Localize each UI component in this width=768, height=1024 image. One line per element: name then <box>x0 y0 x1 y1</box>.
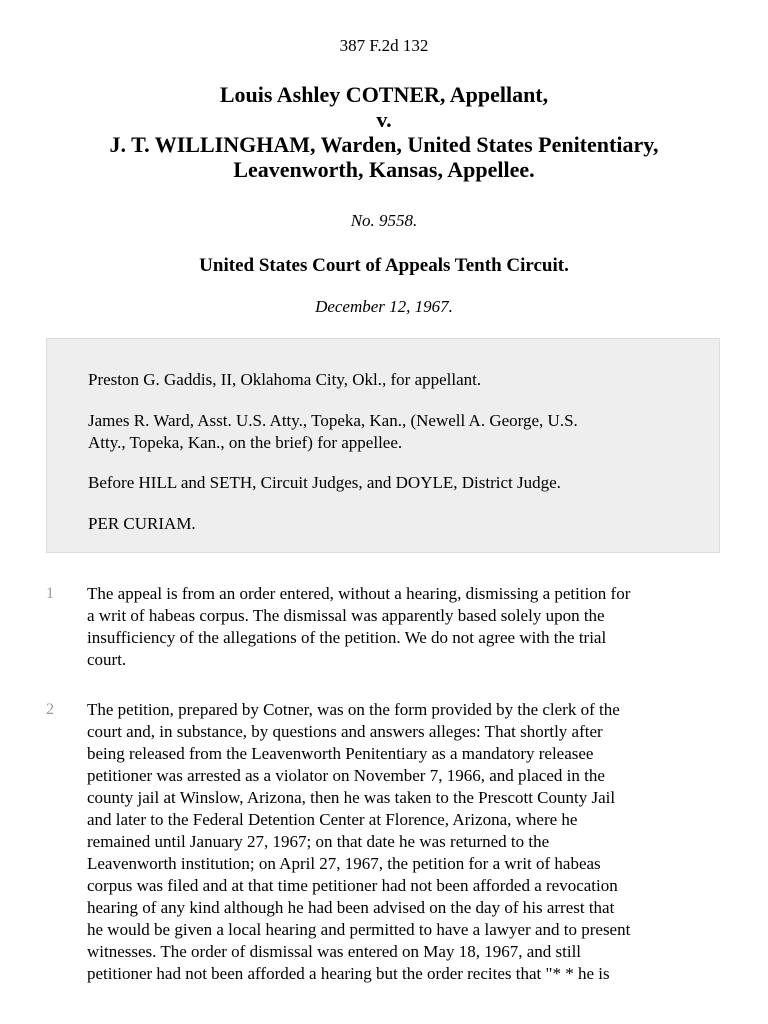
paragraph-number: 1 <box>46 585 54 602</box>
versus-line: v. <box>376 107 392 132</box>
paragraph-1 <box>87 583 727 671</box>
paragraph-line: he would be given a local hearing and permitted to have a lawyer and to present <box>87 920 631 939</box>
appellee-location-line: Leavenworth, Kansas, Appellee. <box>233 157 535 182</box>
appellee-counsel-line-2: Atty., Topeka, Kan., on the brief) for appellee. <box>88 433 403 452</box>
paragraph-line: The appeal is from an order entered, without a hearing, dismissing a petition for <box>87 584 631 603</box>
court-name: United States Court of Appeals Tenth Circuit. <box>199 255 569 276</box>
paragraph-line: The petition, prepared by Cotner, was on the form provided by the clerk of the <box>87 700 620 719</box>
paragraph-number: 2 <box>46 701 54 718</box>
paragraph-line: corpus was filed and at that time petitioner had not been afforded a revocation <box>87 876 618 895</box>
case-caption <box>0 82 768 182</box>
appellee-line: J. T. WILLINGHAM, Warden, United States Penitentiary, <box>109 132 659 157</box>
paragraph-line: a writ of habeas corpus. The dismissal was apparently based solely upon the <box>87 606 605 625</box>
paragraph-line: being released from the Leavenworth Penitentiary as a mandatory releasee <box>87 744 594 763</box>
paragraph-line: Leavenworth institution; on April 27, 1967, the petition for a writ of habeas <box>87 854 601 873</box>
appellant-line: Louis Ashley COTNER, Appellant, <box>219 82 549 107</box>
appellant-counsel: Preston G. Gaddis, II, Oklahoma City, Okl., for appellant. <box>88 370 482 389</box>
paragraph-line: insufficiency of the allegations of the petition. We do not agree with the trial <box>87 628 607 647</box>
paragraph-line: court. <box>87 650 127 669</box>
judges-panel: Before HILL and SETH, Circuit Judges, and DOYLE, District Judge. <box>88 473 561 492</box>
paragraph-line: county jail at Winslow, Arizona, then he was taken to the Prescott County Jail <box>87 788 616 807</box>
prelims-box <box>46 338 720 553</box>
paragraph-2 <box>87 699 727 985</box>
paragraph-line: remained until January 27, 1967; on that date he was returned to the <box>87 832 550 851</box>
paragraph-line: and later to the Federal Detention Center at Florence, Arizona, where he <box>87 810 578 829</box>
paragraph-line: hearing of any kind although he had been advised on the day of his arrest that <box>87 898 615 917</box>
per-curiam: PER CURIAM. <box>88 514 196 533</box>
appellee-counsel-line-1: James R. Ward, Asst. U.S. Atty., Topeka, Kan., (Newell A. George, U.S. <box>88 411 578 430</box>
paragraph-line: petitioner was arrested as a violator on November 7, 1966, and placed in the <box>87 766 605 785</box>
paragraph-line: petitioner had not been afforded a hearing but the order recites that "* * he is <box>87 964 610 983</box>
paragraph-line: witnesses. The order of dismissal was entered on May 18, 1967, and still <box>87 942 582 961</box>
citation: 387 F.2d 132 <box>339 36 429 55</box>
paragraph-line: court and, in substance, by questions and answers alleges: That shortly after <box>87 722 603 741</box>
decision-date: December 12, 1967. <box>315 297 453 316</box>
docket-number: No. 9558. <box>350 211 418 230</box>
